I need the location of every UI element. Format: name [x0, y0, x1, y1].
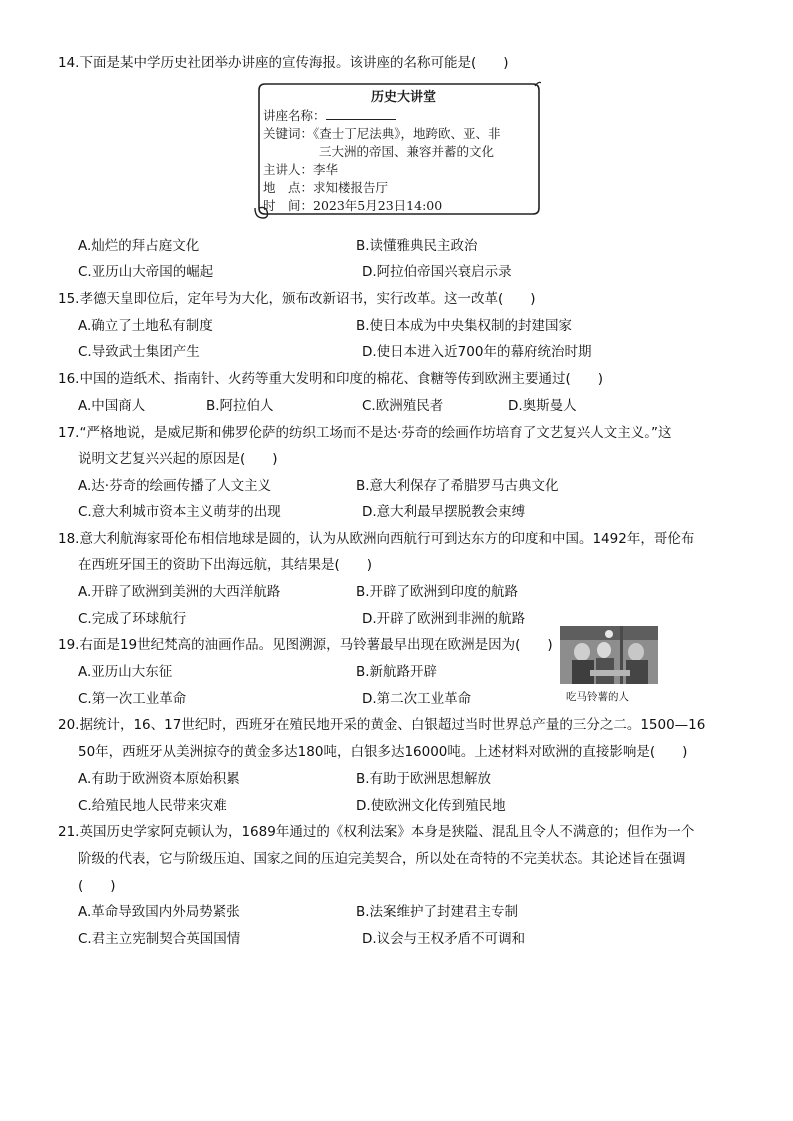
- q15-option-a[interactable]: A.确立了土地私有制度: [78, 318, 213, 334]
- q19-option-b[interactable]: B.新航路开辟: [356, 664, 438, 680]
- q18-option-a[interactable]: A.开辟了欧洲到美洲的大西洋航路: [78, 584, 281, 600]
- poster-keywords-2: 三大洲的帝国、兼容并蓄的文化: [319, 144, 495, 159]
- q14-option-d[interactable]: D.阿拉伯帝国兴衰启示录: [362, 264, 512, 280]
- q16-option-c[interactable]: C.欧洲殖民者: [362, 398, 444, 414]
- q20-option-a[interactable]: A.有助于欧洲资本原始积累: [78, 771, 240, 787]
- q20-option-b[interactable]: B.有助于欧洲思想解放: [356, 771, 492, 787]
- poster-keywords-1: 关键词：《查士丁尼法典》，地跨欧、亚、非: [263, 126, 501, 141]
- painting-image-icon: [560, 626, 658, 684]
- potato-eaters-painting: [560, 626, 658, 684]
- q17-option-a[interactable]: A.达·芬奇的绘画传播了人文主义: [78, 478, 272, 494]
- q21-option-a[interactable]: A.革命导致国内外局势紧张: [78, 904, 240, 920]
- q14-option-a[interactable]: A.灿烂的拜占庭文化: [78, 238, 200, 254]
- poster-place: 地 点：求知楼报告厅: [263, 180, 389, 195]
- q18-stem-line1: 18.意大利航海家哥伦布相信地球是圆的，认为从欧洲向西航行可到达东方的印度和中国。1492年，哥伦布: [58, 531, 695, 547]
- q18-stem-line2: 在西班牙国王的资助下出海远航，其结果是( ): [78, 557, 373, 573]
- poster-speaker: 主讲人：李华: [263, 162, 339, 177]
- q14-option-b[interactable]: B.读懂雅典民主政治: [356, 238, 478, 254]
- q21-option-d[interactable]: D.议会与王权矛盾不可调和: [362, 931, 526, 947]
- q15-stem: 15.孝德天皇即位后，定年号为大化，颁布改新诏书，实行改革。这一改革( ): [58, 291, 536, 307]
- poster-title: 历史大讲堂: [371, 90, 437, 105]
- q17-option-d[interactable]: D.意大利最早摆脱教会束缚: [362, 504, 526, 520]
- painting-caption: 吃马铃薯的人: [566, 691, 629, 703]
- q15-option-c[interactable]: C.导致武士集团产生: [78, 344, 200, 360]
- q20-option-d[interactable]: D.使欧洲文化传到殖民地: [356, 798, 506, 814]
- q19-option-c[interactable]: C.第一次工业革命: [78, 691, 187, 707]
- q18-option-d[interactable]: D.开辟了欧洲到非洲的航路: [362, 611, 526, 627]
- poster-name-blank: [326, 108, 396, 120]
- q18-option-b[interactable]: B.开辟了欧洲到印度的航路: [356, 584, 519, 600]
- q20-stem-line2: 50年，西班牙从美洲掠夺的黄金多达180吨，白银多达16000吨。上述材料对欧洲的直接影响是( ): [78, 744, 688, 760]
- q20-stem-line1: 20.据统计，16、17世纪时，西班牙在殖民地开采的黄金、白银超过当时世界总产量的三分之二。1500—16: [58, 717, 706, 733]
- q14-stem: 14.下面是某中学历史社团举办讲座的宣传海报。该讲座的名称可能是( ): [58, 55, 509, 71]
- q19-option-a[interactable]: A.亚历山大东征: [78, 664, 173, 680]
- lecture-poster: [253, 80, 541, 220]
- q16-option-d[interactable]: D.奥斯曼人: [508, 398, 577, 414]
- q19-stem: 19.右面是19世纪梵高的油画作品。见图溯源，马铃薯最早出现在欧洲是因为( ): [58, 637, 553, 653]
- q17-option-c[interactable]: C.意大利城市资本主义萌芽的出现: [78, 504, 281, 520]
- poster-time: 时 间：2023年5月23日14:00: [263, 198, 443, 213]
- q21-option-b[interactable]: B.法案维护了封建君主专制: [356, 904, 519, 920]
- poster-name-label: 讲座名称：: [263, 108, 326, 123]
- q17-stem-line2: 说明文艺复兴兴起的原因是( ): [78, 451, 278, 467]
- q14-option-c[interactable]: C.亚历山大帝国的崛起: [78, 264, 214, 280]
- q17-option-b[interactable]: B.意大利保存了希腊罗马古典文化: [356, 478, 559, 494]
- q16-option-a[interactable]: A.中国商人: [78, 398, 146, 414]
- q18-option-c[interactable]: C.完成了环球航行: [78, 611, 187, 627]
- q16-stem: 16.中国的造纸术、指南针、火药等重大发明和印度的棉花、食糖等传到欧洲主要通过( ): [58, 371, 604, 387]
- q21-option-c[interactable]: C.君主立宪制契合英国国情: [78, 931, 241, 947]
- q21-stem-line2: 阶级的代表，它与阶级压迫、国家之间的压迫完美契合，所以处在奇特的不完美状态。其论述旨在强调: [78, 851, 686, 867]
- q19-option-d[interactable]: D.第二次工业革命: [362, 691, 472, 707]
- poster-name-row: [263, 108, 396, 124]
- q17-stem-line1: 17.“严格地说，是威尼斯和佛罗伦萨的纺织工场而不是达·芬奇的绘画作坊培育了文艺复兴人文主义。”这: [58, 425, 672, 441]
- q20-option-c[interactable]: C.给殖民地人民带来灾难: [78, 798, 227, 814]
- q21-stem-line1: 21.英国历史学家阿克顿认为，1689年通过的《权利法案》本身是狭隘、混乱且令人不满意的；但作为一个: [58, 824, 695, 840]
- q16-option-b[interactable]: B.阿拉伯人: [206, 398, 274, 414]
- q21-stem-line3: ( ): [78, 878, 116, 894]
- q15-option-d[interactable]: D.使日本进入近700年的幕府统治时期: [362, 344, 592, 360]
- q15-option-b[interactable]: B.使日本成为中央集权制的封建国家: [356, 318, 573, 334]
